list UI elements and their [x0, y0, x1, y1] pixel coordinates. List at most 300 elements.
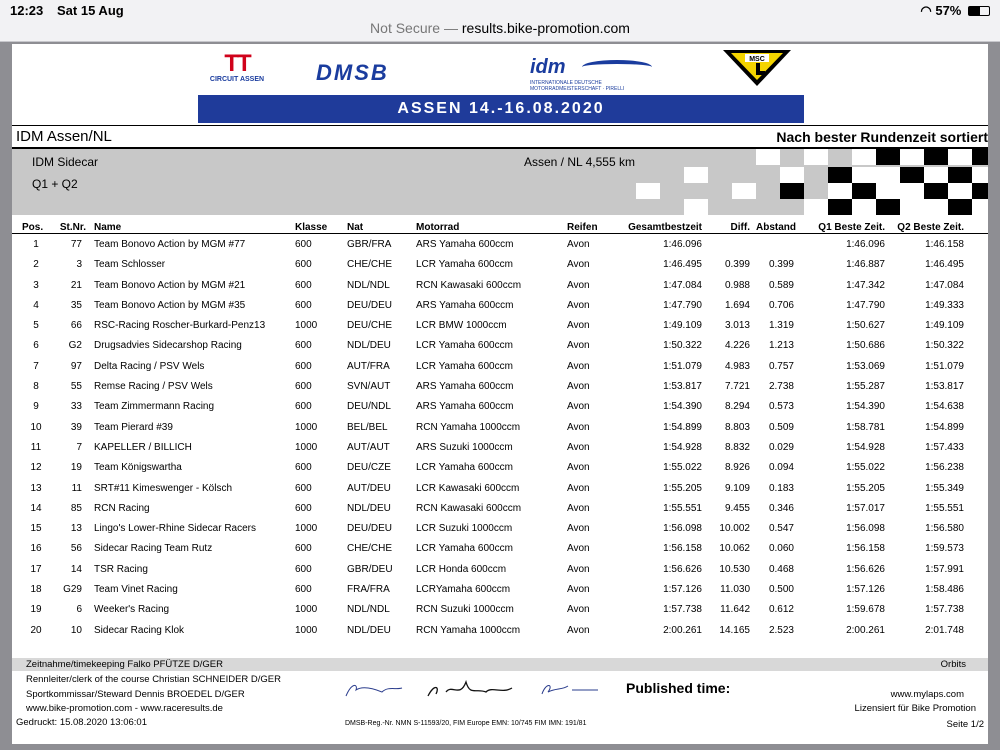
status-time: 12:23: [10, 3, 44, 18]
cell-diff: 8.803: [724, 421, 750, 433]
cell-abstand: 0.399: [768, 259, 794, 271]
checkered-flag-icon: [632, 149, 988, 217]
col-motorrad: Motorrad: [416, 222, 460, 233]
session-info: [12, 147, 988, 215]
cell-diff: 8.294: [724, 401, 750, 413]
sponsor-logos: [12, 44, 988, 96]
cell-q1-time: 1:58.781: [846, 421, 885, 433]
sort-title: Nach bester Rundenzeit sortiert: [776, 129, 988, 145]
cell-gesamtbestzeit: 1:56.098: [663, 523, 702, 535]
cell-diff: 4.983: [724, 360, 750, 372]
table-row: [12, 377, 988, 397]
cell-q1-time: 1:54.390: [846, 401, 885, 413]
cell-start-nr: 14: [70, 563, 82, 575]
cell-team-name: Remse Racing / PSV Wels: [94, 381, 213, 393]
cell-pos: 19: [30, 604, 42, 616]
cell-reifen: Avon: [567, 239, 590, 250]
cell-q1-time: 1:55.022: [846, 462, 885, 474]
cell-motorrad: LCRYamaha 600ccm: [416, 584, 511, 596]
cell-pos: 11: [30, 441, 42, 453]
cell-klasse: 1000: [295, 604, 318, 616]
cell-diff: 4.226: [724, 340, 750, 352]
cell-q2-time: 1:56.580: [925, 523, 964, 535]
address-bar[interactable]: [0, 20, 1000, 42]
cell-pos: 2: [33, 259, 39, 271]
cell-motorrad: LCR Kawasaki 600ccm: [416, 482, 520, 494]
cell-reifen: Avon: [567, 624, 590, 636]
cell-q1-time: 1:54.928: [846, 441, 885, 453]
timekeeping-bar: [12, 658, 988, 671]
cell-nat: GBR/FRA: [347, 239, 392, 250]
cell-nat: AUT/AUT: [347, 441, 390, 453]
cell-q1-time: 1:53.069: [846, 360, 885, 372]
url-host: results.bike-promotion.com: [461, 20, 630, 36]
table-row: [12, 336, 988, 356]
cell-klasse: 1000: [295, 320, 318, 332]
cell-q1-time: 1:47.790: [846, 299, 885, 311]
clerk-text: Rennleiter/clerk of the course Christian SCHNEIDER D/GER: [26, 674, 282, 685]
cell-q2-time: 1:58.486: [925, 584, 964, 596]
cell-klasse: 600: [295, 299, 312, 311]
cell-gesamtbestzeit: 1:51.079: [663, 360, 702, 372]
cell-team-name: Sidecar Racing Team Rutz: [94, 543, 213, 555]
cell-q2-time: 1:51.079: [925, 360, 964, 372]
cell-reifen: Avon: [567, 421, 590, 433]
cell-start-nr: 77: [70, 239, 82, 250]
cell-klasse: 600: [295, 462, 312, 474]
session-name: Q1 + Q2: [32, 177, 78, 191]
cell-diff: 10.530: [719, 563, 750, 575]
cell-reifen: Avon: [567, 543, 590, 555]
cell-klasse: 600: [295, 259, 312, 271]
cell-q2-time: 1:54.899: [925, 421, 964, 433]
registration-text: DMSB-Reg.-Nr. NMN S-11593/20, FIM Europe EMN: 10/745 FIM IMN: 191/81: [345, 720, 587, 727]
cell-q1-time: 2:00.261: [846, 624, 885, 636]
cell-diff: 3.013: [724, 320, 750, 332]
cell-diff: 10.002: [719, 523, 750, 535]
cell-q1-time: 1:55.205: [846, 482, 885, 494]
cell-q1-time: 1:56.626: [846, 563, 885, 575]
cell-nat: BEL/BEL: [347, 421, 388, 433]
table-header: [12, 219, 988, 234]
cell-abstand: 0.612: [768, 604, 794, 616]
cell-q1-time: 1:55.287: [846, 381, 885, 393]
cell-diff: 1.694: [724, 299, 750, 311]
results-document: [12, 44, 988, 744]
cell-start-nr: 66: [70, 320, 82, 332]
cell-start-nr: 39: [70, 421, 82, 433]
col-q1: Q1 Beste Zeit.: [818, 222, 885, 233]
cell-q2-time: 1:55.349: [925, 482, 964, 494]
cell-pos: 13: [30, 482, 42, 494]
cell-nat: NDL/NDL: [347, 279, 390, 291]
msc-logo: [723, 50, 791, 86]
page-number: Seite 1/2: [946, 719, 984, 730]
cell-start-nr: 13: [70, 523, 82, 535]
cell-pos: 5: [33, 320, 39, 332]
cell-start-nr: 85: [70, 502, 82, 514]
cell-pos: 4: [33, 299, 39, 311]
cell-q2-time: 1:56.238: [925, 462, 964, 474]
col-klasse: Klasse: [295, 222, 328, 233]
cell-abstand: 2.523: [768, 624, 794, 636]
cell-motorrad: RCN Suzuki 1000ccm: [416, 604, 514, 616]
cell-motorrad: LCR Yamaha 600ccm: [416, 340, 513, 352]
col-abstand: Abstand: [756, 222, 796, 233]
tt-assen-logo: TT CIRCUIT ASSEN: [209, 50, 265, 83]
cell-start-nr: 6: [76, 604, 82, 616]
cell-klasse: 600: [295, 563, 312, 575]
cell-start-nr: 10: [70, 624, 82, 636]
cell-motorrad: LCR Yamaha 600ccm: [416, 259, 513, 271]
cell-klasse: 600: [295, 360, 312, 372]
col-nr: St.Nr.: [59, 222, 86, 233]
track-info: Assen / NL 4,555 km: [524, 155, 635, 169]
table-row: [12, 438, 988, 458]
cell-q2-time: 1:53.817: [925, 381, 964, 393]
cell-team-name: Team Bonovo Action by MGM #21: [94, 279, 246, 291]
cell-motorrad: LCR Suzuki 1000ccm: [416, 523, 513, 535]
idm-logo: idm INTERNATIONALE DEUTSCHE MOTORRADMEISTERSCHAFT · PIRELLI: [530, 56, 660, 84]
cell-abstand: 0.573: [768, 401, 794, 413]
cell-abstand: 0.757: [768, 360, 794, 372]
cell-reifen: Avon: [567, 563, 590, 575]
licensed-text: Lizensiert für Bike Promotion: [854, 703, 976, 714]
cell-nat: NDL/DEU: [347, 340, 391, 352]
cell-pos: 3: [33, 279, 39, 291]
cell-pos: 16: [30, 543, 42, 555]
cell-q2-time: 1:59.573: [925, 543, 964, 555]
cell-start-nr: 19: [70, 462, 82, 474]
cell-q2-time: 1:50.322: [925, 340, 964, 352]
printed-date: Gedruckt: 15.08.2020 13:06:01: [16, 717, 147, 728]
cell-reifen: Avon: [567, 502, 590, 514]
table-row: [12, 316, 988, 336]
cell-pos: 12: [30, 462, 42, 474]
cell-team-name: Team Vinet Racing: [94, 584, 178, 596]
cell-gesamtbestzeit: 1:54.899: [663, 421, 702, 433]
cell-nat: AUT/DEU: [347, 482, 391, 494]
security-label: Not Secure —: [370, 20, 458, 36]
cell-motorrad: ARS Yamaha 600ccm: [416, 239, 514, 250]
cell-motorrad: LCR Yamaha 600ccm: [416, 462, 513, 474]
cell-gesamtbestzeit: 1:56.626: [663, 563, 702, 575]
orbits-text: Orbits: [940, 659, 966, 670]
cell-reifen: Avon: [567, 320, 590, 332]
cell-team-name: RCN Racing: [94, 502, 150, 514]
cell-nat: DEU/DEU: [347, 299, 393, 311]
cell-motorrad: RCN Yamaha 1000ccm: [416, 421, 521, 433]
cell-team-name: Drugsadvies Sidecarshop Racing: [94, 340, 242, 352]
table-row: [12, 539, 988, 559]
table-row: [12, 276, 988, 296]
cell-abstand: 0.346: [768, 502, 794, 514]
cell-motorrad: RCN Yamaha 1000ccm: [416, 624, 521, 636]
status-right: [920, 3, 990, 19]
cell-motorrad: LCR Honda 600ccm: [416, 563, 507, 575]
cell-gesamtbestzeit: 1:47.084: [663, 279, 702, 291]
cell-pos: 18: [30, 584, 42, 596]
cell-klasse: 600: [295, 502, 312, 514]
cell-reifen: Avon: [567, 604, 590, 616]
cell-reifen: Avon: [567, 441, 590, 453]
cell-abstand: 1.213: [768, 340, 794, 352]
cell-nat: GBR/DEU: [347, 563, 393, 575]
cell-motorrad: RCN Kawasaki 600ccm: [416, 502, 522, 514]
cell-diff: 9.109: [724, 482, 750, 494]
table-row: [12, 458, 988, 478]
cell-q2-time: 1:54.638: [925, 401, 964, 413]
cell-start-nr: 55: [70, 381, 82, 393]
published-time: Published time:: [626, 680, 731, 696]
cell-motorrad: ARS Yamaha 600ccm: [416, 401, 514, 413]
cell-diff: 0.399: [724, 259, 750, 271]
cell-nat: NDL/NDL: [347, 604, 390, 616]
cell-gesamtbestzeit: 1:46.096: [663, 239, 702, 250]
event-title: IDM Assen/NL: [16, 128, 112, 145]
cell-klasse: 1000: [295, 421, 318, 433]
cell-gesamtbestzeit: 1:46.495: [663, 259, 702, 271]
cell-q1-time: 1:59.678: [846, 604, 885, 616]
table-row: [12, 600, 988, 620]
cell-nat: NDL/DEU: [347, 624, 391, 636]
cell-reifen: Avon: [567, 340, 590, 352]
signatures: [342, 678, 602, 702]
cell-start-nr: 56: [70, 543, 82, 555]
cell-q1-time: 1:46.887: [846, 259, 885, 271]
cell-q1-time: 1:57.017: [846, 502, 885, 514]
cell-abstand: 0.060: [768, 543, 794, 555]
cell-pos: 8: [33, 381, 39, 393]
cell-abstand: 0.094: [768, 462, 794, 474]
cell-nat: DEU/NDL: [347, 401, 391, 413]
table-row: [12, 580, 988, 600]
title-row: [12, 125, 988, 147]
cell-gesamtbestzeit: 1:49.109: [663, 320, 702, 332]
cell-diff: 11.642: [720, 604, 750, 616]
cell-pos: 9: [33, 401, 39, 413]
table-row: [12, 621, 988, 641]
table-row: [12, 479, 988, 499]
cell-q2-time: 1:57.433: [925, 441, 964, 453]
cell-reifen: Avon: [567, 299, 590, 311]
cell-q2-time: 1:49.333: [925, 299, 964, 311]
cell-pos: 17: [30, 563, 42, 575]
cell-motorrad: ARS Yamaha 600ccm: [416, 299, 514, 311]
class-name: IDM Sidecar: [32, 155, 99, 169]
cell-q1-time: 1:46.096: [846, 239, 885, 250]
cell-pos: 1: [33, 239, 39, 250]
cell-gesamtbestzeit: 1:53.817: [663, 381, 702, 393]
col-name: Name: [94, 222, 122, 233]
cell-klasse: 600: [295, 381, 312, 393]
ios-status-bar: [0, 0, 1000, 20]
dmsb-logo: DMSB: [316, 60, 389, 85]
cell-start-nr: 11: [71, 482, 82, 494]
cell-gesamtbestzeit: 2:00.261: [663, 624, 702, 636]
cell-q1-time: 1:56.158: [846, 543, 885, 555]
cell-team-name: RSC-Racing Roscher-Burkard-Penz13: [94, 320, 266, 332]
cell-gesamtbestzeit: 1:55.551: [663, 502, 702, 514]
cell-diff: 7.721: [724, 381, 750, 393]
cell-start-nr: 7: [76, 441, 82, 453]
cell-nat: SVN/AUT: [347, 381, 391, 393]
table-row: [12, 235, 988, 255]
cell-motorrad: RCN Kawasaki 600ccm: [416, 279, 522, 291]
cell-abstand: 0.029: [768, 441, 794, 453]
cell-reifen: Avon: [567, 279, 590, 291]
cell-nat: DEU/CHE: [347, 320, 393, 332]
cell-pos: 14: [30, 502, 42, 514]
cell-diff: 10.062: [719, 543, 750, 555]
table-row: [12, 255, 988, 275]
battery-percent: 57%: [935, 3, 962, 18]
cell-q2-time: 1:57.991: [925, 563, 964, 575]
svg-text:MSC: MSC: [749, 56, 765, 63]
cell-abstand: 0.468: [768, 563, 794, 575]
cell-q2-time: 1:47.084: [925, 279, 964, 291]
cell-motorrad: LCR Yamaha 600ccm: [416, 543, 513, 555]
cell-abstand: 0.706: [768, 299, 794, 311]
table-row: [12, 418, 988, 438]
cell-reifen: Avon: [567, 584, 590, 596]
cell-team-name: Team Bonovo Action by MGM #35: [94, 299, 246, 311]
cell-diff: 9.455: [724, 502, 750, 514]
cell-klasse: 600: [295, 543, 312, 555]
cell-q1-time: 1:56.098: [846, 523, 885, 535]
cell-reifen: Avon: [567, 482, 590, 494]
cell-q2-time: 1:46.158: [925, 239, 964, 250]
cell-gesamtbestzeit: 1:54.928: [663, 441, 702, 453]
cell-reifen: Avon: [567, 401, 590, 413]
col-q2: Q2 Beste Zeit.: [897, 222, 964, 233]
cell-pos: 7: [33, 360, 39, 372]
cell-q1-time: 1:57.126: [846, 584, 885, 596]
cell-motorrad: LCR Yamaha 600ccm: [416, 360, 513, 372]
cell-klasse: 1000: [295, 523, 318, 535]
table-row: [12, 296, 988, 316]
cell-q2-time: 2:01.748: [925, 624, 964, 636]
cell-reifen: Avon: [567, 462, 590, 474]
table-row: [12, 560, 988, 580]
cell-nat: FRA/FRA: [347, 584, 390, 596]
cell-nat: AUT/FRA: [347, 360, 390, 372]
cell-start-nr: 3: [76, 259, 82, 271]
steward-text: Sportkommissar/Steward Dennis BROEDEL D/GER: [26, 689, 245, 700]
cell-gesamtbestzeit: 1:56.158: [663, 543, 702, 555]
cell-reifen: Avon: [567, 360, 590, 372]
cell-nat: CHE/CHE: [347, 543, 393, 555]
cell-gesamtbestzeit: 1:57.126: [663, 584, 702, 596]
cell-q2-time: 1:55.551: [925, 502, 964, 514]
cell-abstand: 2.738: [768, 381, 794, 393]
cell-gesamtbestzeit: 1:50.322: [663, 340, 702, 352]
cell-pos: 6: [33, 340, 39, 352]
cell-reifen: Avon: [567, 381, 590, 393]
cell-team-name: Delta Racing / PSV Wels: [94, 360, 205, 372]
cell-abstand: 0.509: [768, 421, 794, 433]
cell-nat: DEU/CZE: [347, 462, 391, 474]
cell-start-nr: 21: [70, 279, 82, 291]
cell-abstand: 0.500: [768, 584, 794, 596]
cell-q1-time: 1:50.627: [846, 320, 885, 332]
cell-diff: 8.832: [724, 441, 750, 453]
cell-klasse: 600: [295, 401, 312, 413]
event-banner: ASSEN 14.-16.08.2020: [198, 95, 804, 123]
cell-q1-time: 1:50.686: [846, 340, 885, 352]
cell-start-nr: 97: [70, 360, 82, 372]
wifi-icon: ◠: [920, 3, 936, 18]
cell-pos: 15: [30, 523, 42, 535]
cell-klasse: 1000: [295, 441, 318, 453]
cell-diff: 0.988: [724, 279, 750, 291]
cell-start-nr: 33: [70, 401, 82, 413]
websites-text: www.bike-promotion.com - www.raceresults.de: [26, 703, 223, 714]
cell-gesamtbestzeit: 1:57.738: [663, 604, 702, 616]
cell-gesamtbestzeit: 1:54.390: [663, 401, 702, 413]
cell-start-nr: G2: [68, 340, 82, 352]
cell-team-name: Team Bonovo Action by MGM #77: [94, 239, 246, 250]
cell-start-nr: G29: [63, 584, 82, 596]
cell-gesamtbestzeit: 1:55.022: [663, 462, 702, 474]
battery-icon: [968, 6, 990, 16]
cell-motorrad: ARS Suzuki 1000ccm: [416, 441, 513, 453]
cell-team-name: Team Pierard #39: [94, 421, 173, 433]
cell-klasse: 600: [295, 584, 312, 596]
cell-pos: 10: [30, 421, 42, 433]
cell-team-name: KAPELLER / BILLICH: [94, 441, 192, 453]
results-table: [12, 235, 988, 641]
mylaps-link[interactable]: www.mylaps.com: [890, 689, 964, 700]
cell-klasse: 600: [295, 279, 312, 291]
cell-motorrad: ARS Yamaha 600ccm: [416, 381, 514, 393]
timekeeping-text: Zeitnahme/timekeeping Falko PFÜTZE D/GER: [26, 659, 223, 670]
cell-klasse: 600: [295, 482, 312, 494]
status-date: Sat 15 Aug: [57, 3, 124, 18]
cell-klasse: 1000: [295, 624, 318, 636]
cell-team-name: TSR Racing: [94, 563, 148, 575]
cell-motorrad: LCR BMW 1000ccm: [416, 320, 507, 332]
cell-diff: 14.165: [719, 624, 750, 636]
table-row: [12, 397, 988, 417]
table-row: [12, 357, 988, 377]
col-pos: Pos.: [22, 222, 44, 233]
cell-klasse: 600: [295, 239, 312, 250]
cell-pos: 20: [30, 624, 42, 636]
cell-diff: 8.926: [724, 462, 750, 474]
cell-nat: NDL/DEU: [347, 502, 391, 514]
table-row: [12, 519, 988, 539]
col-diff: Diff.: [730, 222, 750, 233]
cell-team-name: Team Zimmermann Racing: [94, 401, 215, 413]
cell-klasse: 600: [295, 340, 312, 352]
cell-team-name: Weeker's Racing: [94, 604, 170, 616]
cell-nat: CHE/CHE: [347, 259, 393, 271]
cell-diff: 11.030: [720, 584, 750, 596]
cell-start-nr: 35: [70, 299, 82, 311]
cell-nat: DEU/DEU: [347, 523, 393, 535]
col-reifen: Reifen: [567, 222, 598, 233]
cell-team-name: SRT#11 Kimeswenger - Kölsch: [94, 482, 233, 494]
cell-team-name: Sidecar Racing Klok: [94, 624, 185, 636]
cell-team-name: Team Schlosser: [94, 259, 166, 271]
col-gesamt: Gesamtbestzeit: [628, 222, 702, 233]
cell-reifen: Avon: [567, 259, 590, 271]
col-nat: Nat: [347, 222, 364, 233]
cell-team-name: Team Königswartha: [94, 462, 182, 474]
cell-reifen: Avon: [567, 523, 590, 535]
cell-gesamtbestzeit: 1:47.790: [663, 299, 702, 311]
